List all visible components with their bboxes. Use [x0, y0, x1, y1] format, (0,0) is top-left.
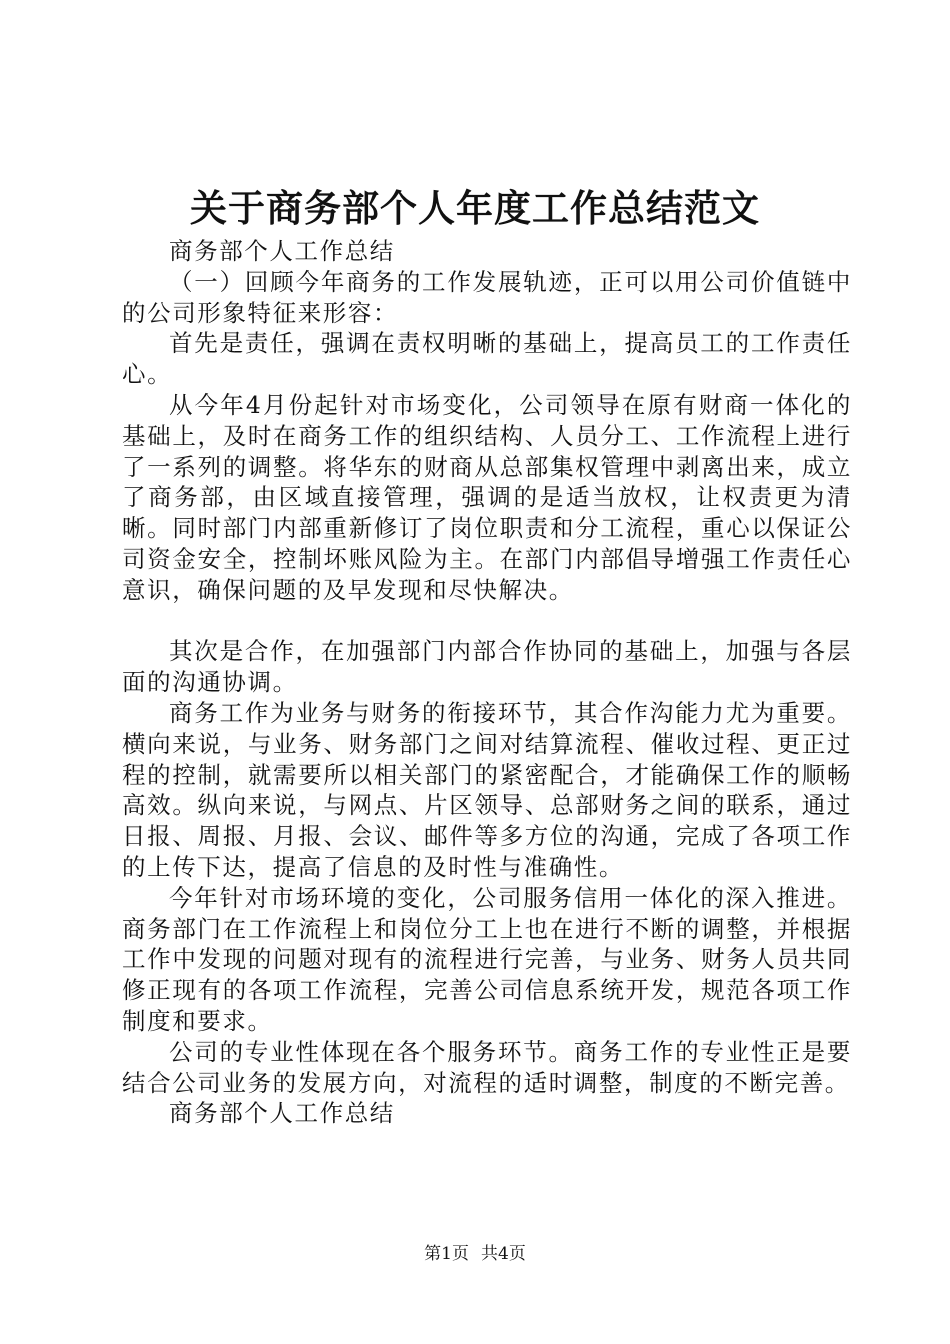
paragraph: 从今年4月份起针对市场变化，公司领导在原有财商一体化的基础上，及时在商务工作的组织结构、人员分工、工作流程上进行了一系列的调整。将华东的财商从总部集权管理中剥离出来，成立了商务部，由区域直接管理，强调的是适当放权，让权责更为清晰。同时部门内部重新修订了岗位职责和分工流程，重心以保证公司资金安全，控制坏账风险为主。在部门内部倡导增强工作责任心意识，确保问题的及早发现和尽快解决。: [122, 390, 852, 604]
paragraph: 今年针对市场环境的变化，公司服务信用一体化的深入推进。商务部门在工作流程上和岗位分工上也在进行不断的调整，并根据工作中发现的问题对现有的流程进行完善，与业务、财务人员共同修正现有的各项工作流程，完善公司信息系统开发，规范各项工作制度和要求。: [122, 883, 852, 1035]
paragraph-heading: 商务部个人工作总结: [169, 237, 395, 265]
paragraph: 商务工作为业务与财务的衔接环节，其合作沟能力尤为重要。横向来说，与业务、财务部门之间对结算流程、催收过程、更正过程的控制，就需要所以相关部门的紧密配合，才能确保工作的顺畅高效。纵向来说，与网点、片区领导、总部财务之间的联系，通过日报、周报、月报、会议、邮件等多方位的沟通，完成了各项工作的上传下达，提高了信息的及时性与准确性。: [122, 698, 852, 881]
page-total: 共4页: [481, 1244, 526, 1264]
paragraph: 公司的专业性体现在各个服务环节。商务工作的专业性正是要结合公司业务的发展方向，对流程的适时调整，制度的不断完善。: [122, 1037, 852, 1097]
paragraph-heading: 商务部个人工作总结: [169, 1099, 395, 1128]
page-number: 第1页: [424, 1244, 469, 1264]
document-body: [122, 236, 852, 1129]
page-footer: [0, 1242, 950, 1266]
paragraph: （一）回顾今年商务的工作发展轨迹，正可以用公司价值链中的公司形象特征来形容：: [122, 267, 852, 327]
paragraph: 其次是合作，在加强部门内部合作协同的基础上，加强与各层面的沟通协调。: [122, 637, 852, 697]
document-title: 关于商务部个人年度工作总结范文: [190, 186, 760, 230]
paragraph: 首先是责任，强调在责权明晰的基础上，提高员工的工作责任心。: [122, 329, 852, 389]
